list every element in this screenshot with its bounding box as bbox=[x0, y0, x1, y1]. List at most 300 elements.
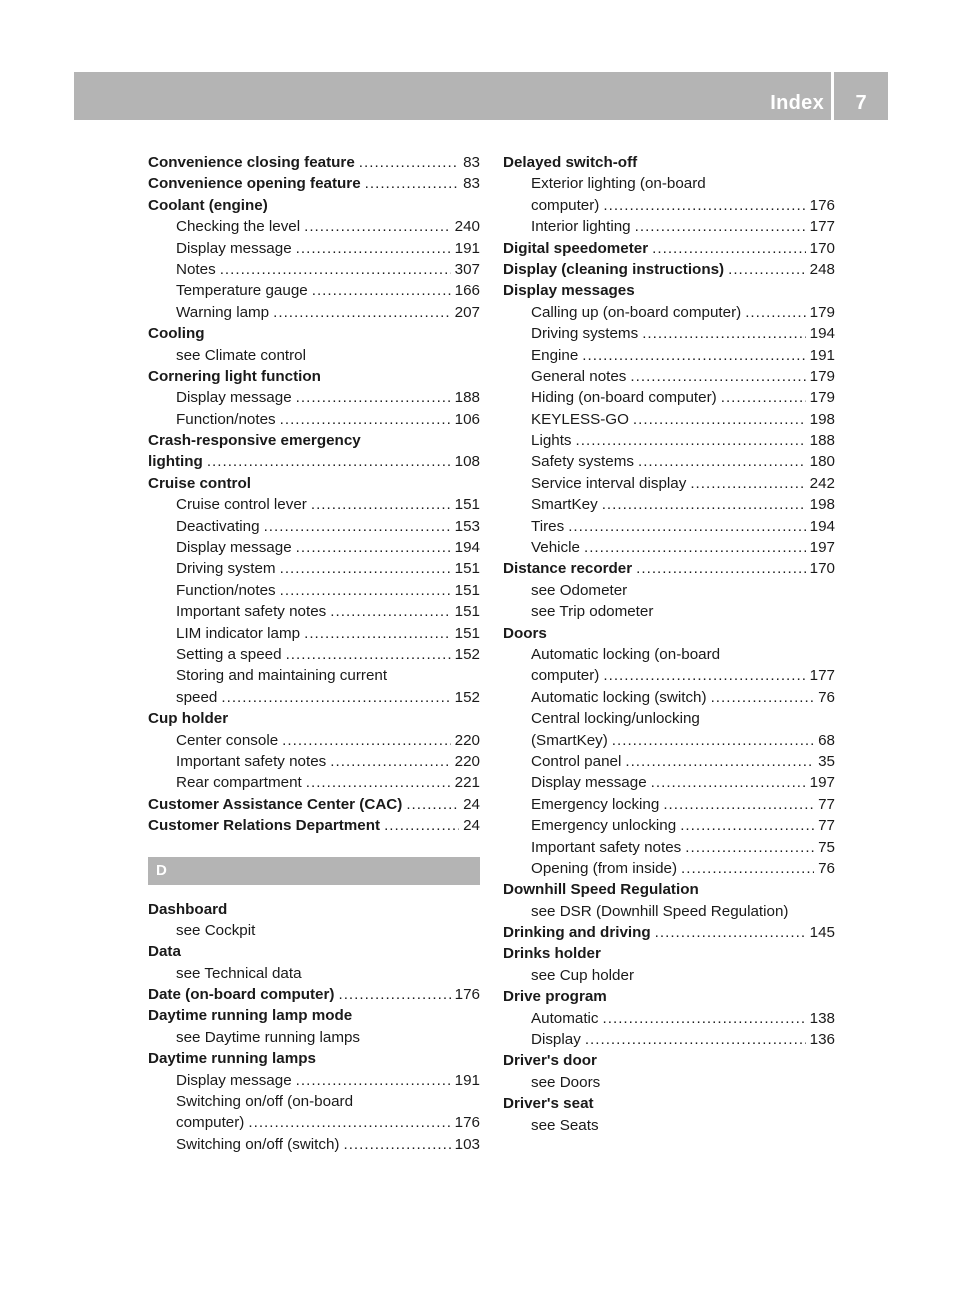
leader-dots bbox=[681, 858, 814, 879]
page-reference[interactable]: 77 bbox=[818, 817, 835, 835]
page-number: 7 bbox=[855, 92, 867, 114]
subentry-text: Vehicle bbox=[531, 539, 580, 557]
index-subentry[interactable] bbox=[148, 558, 480, 579]
page-reference[interactable]: 221 bbox=[454, 774, 480, 792]
index-subentry[interactable] bbox=[503, 387, 835, 408]
index-subentry[interactable] bbox=[503, 772, 835, 793]
index-subentry bbox=[503, 708, 835, 729]
index-subentry[interactable] bbox=[503, 1029, 835, 1050]
page-reference[interactable]: 151 bbox=[454, 560, 480, 578]
leader-dots bbox=[338, 984, 450, 1005]
entry-term: Doors bbox=[503, 624, 547, 642]
leader-dots bbox=[280, 409, 451, 430]
index-entry bbox=[148, 1005, 480, 1026]
index-entry[interactable] bbox=[148, 984, 480, 1005]
leader-dots bbox=[220, 259, 451, 280]
page-reference[interactable]: 76 bbox=[818, 859, 835, 877]
page-reference[interactable]: 75 bbox=[818, 838, 835, 856]
page-reference[interactable]: 176 bbox=[454, 1114, 480, 1132]
leader-dots bbox=[296, 1070, 451, 1091]
entry-term: Cooling bbox=[148, 325, 205, 343]
page-reference[interactable]: 220 bbox=[454, 752, 480, 770]
index-subentry bbox=[148, 665, 480, 686]
subentry-text: see Cockpit bbox=[176, 921, 256, 939]
subentry-text: General notes bbox=[531, 367, 627, 385]
index-subentry[interactable] bbox=[148, 302, 480, 323]
leader-dots bbox=[633, 409, 806, 430]
page-reference[interactable]: 176 bbox=[809, 196, 835, 214]
subentry-text: Temperature gauge bbox=[176, 282, 308, 300]
leader-dots bbox=[603, 665, 805, 686]
index-entry bbox=[148, 323, 480, 344]
index-subentry[interactable] bbox=[148, 516, 480, 537]
page-reference[interactable]: 35 bbox=[818, 752, 835, 770]
page-reference[interactable]: 207 bbox=[454, 303, 480, 321]
entry-term: Daytime running lamp mode bbox=[148, 1007, 353, 1025]
subentry-text: Display message bbox=[176, 239, 292, 257]
index-subentry bbox=[503, 1072, 835, 1093]
subentry-text: computer) bbox=[531, 667, 600, 685]
index-entry bbox=[503, 623, 835, 644]
index-entry bbox=[148, 899, 480, 920]
leader-dots bbox=[745, 302, 805, 323]
subentry-text: Interior lighting bbox=[531, 218, 631, 236]
index-entry bbox=[503, 280, 835, 301]
page-reference[interactable]: 24 bbox=[463, 817, 480, 835]
subentry-text: see DSR (Downhill Speed Regulation) bbox=[531, 902, 789, 920]
index-subentry bbox=[503, 965, 835, 986]
index-subentry[interactable] bbox=[148, 751, 480, 772]
entry-term: Cup holder bbox=[148, 710, 229, 728]
index-entry bbox=[148, 430, 480, 451]
subentry-text: Function/notes bbox=[176, 410, 276, 428]
index-entry bbox=[503, 943, 835, 964]
leader-dots bbox=[680, 815, 814, 836]
subentry-text: Emergency locking bbox=[531, 795, 660, 813]
leader-dots bbox=[642, 323, 805, 344]
index-subentry bbox=[148, 1091, 480, 1112]
index-entry[interactable] bbox=[148, 815, 480, 836]
leader-dots bbox=[636, 558, 806, 579]
page-reference[interactable]: 138 bbox=[809, 1009, 835, 1027]
index-subentry[interactable] bbox=[503, 687, 835, 708]
page-reference[interactable]: 152 bbox=[454, 645, 480, 663]
subentry-text: (SmartKey) bbox=[531, 731, 608, 749]
index-subentry[interactable] bbox=[148, 1112, 480, 1133]
leader-dots bbox=[282, 730, 451, 751]
subentry-text: Automatic bbox=[531, 1009, 599, 1027]
entry-term: Convenience closing feature bbox=[148, 154, 355, 171]
index-entry[interactable] bbox=[148, 451, 480, 472]
section-letter-header: D bbox=[148, 857, 480, 885]
index-entry bbox=[503, 879, 835, 900]
subentry-text: Warning lamp bbox=[176, 303, 270, 321]
subentry-text: Display message bbox=[531, 774, 647, 792]
index-entry[interactable] bbox=[503, 922, 835, 943]
page-reference[interactable]: 77 bbox=[818, 795, 835, 813]
page-reference[interactable]: 197 bbox=[809, 539, 835, 557]
subentry-text: Engine bbox=[531, 346, 579, 364]
leader-dots bbox=[721, 387, 806, 408]
page-reference[interactable]: 83 bbox=[463, 175, 480, 193]
entry-term: Driver's seat bbox=[503, 1095, 594, 1113]
index-subentry[interactable] bbox=[148, 687, 480, 708]
leader-dots bbox=[663, 794, 814, 815]
subentry-text: Central locking/unlocking bbox=[531, 710, 700, 728]
entry-term: Display messages bbox=[503, 282, 635, 300]
subentry-text: Display message bbox=[176, 389, 292, 407]
leader-dots bbox=[207, 451, 451, 472]
leader-dots bbox=[359, 152, 459, 173]
subentry-text: Checking the level bbox=[176, 218, 301, 236]
index-subentry[interactable] bbox=[503, 815, 835, 836]
page-reference[interactable]: 240 bbox=[454, 218, 480, 236]
page-reference[interactable]: 191 bbox=[454, 239, 480, 257]
index-subentry[interactable] bbox=[503, 516, 835, 537]
leader-dots bbox=[304, 216, 451, 237]
page-reference[interactable]: 179 bbox=[809, 303, 835, 321]
page-reference[interactable]: 197 bbox=[809, 774, 835, 792]
index-subentry[interactable] bbox=[503, 302, 835, 323]
leader-dots bbox=[365, 173, 459, 194]
leader-dots bbox=[330, 601, 450, 622]
leader-dots bbox=[651, 772, 806, 793]
subentry-text: Display bbox=[531, 1031, 581, 1049]
subentry-text: LIM indicator lamp bbox=[176, 624, 301, 642]
index-subentry[interactable] bbox=[148, 623, 480, 644]
index-entry bbox=[148, 366, 480, 387]
page-reference[interactable]: 136 bbox=[809, 1031, 835, 1049]
entry-term: Delayed switch-off bbox=[503, 154, 638, 171]
page-reference[interactable]: 170 bbox=[809, 560, 835, 578]
index-subentry bbox=[503, 173, 835, 194]
index-subentry bbox=[503, 901, 835, 922]
page-reference[interactable]: 198 bbox=[809, 496, 835, 514]
index-subentry[interactable] bbox=[503, 195, 835, 216]
index-subentry[interactable] bbox=[503, 366, 835, 387]
index-subentry[interactable] bbox=[503, 858, 835, 879]
index-subentry bbox=[148, 920, 480, 941]
index-column-right bbox=[503, 152, 835, 1136]
leader-dots bbox=[384, 815, 459, 836]
leader-dots bbox=[248, 1112, 450, 1133]
index-subentry[interactable] bbox=[148, 1134, 480, 1155]
index-subentry bbox=[503, 644, 835, 665]
index-entry bbox=[148, 941, 480, 962]
subentry-text: Emergency unlocking bbox=[531, 817, 677, 835]
index-subentry[interactable] bbox=[148, 280, 480, 301]
index-subentry bbox=[148, 963, 480, 984]
page-reference[interactable]: 188 bbox=[809, 432, 835, 450]
subentry-text: Center console bbox=[176, 731, 279, 749]
header-title: Index bbox=[770, 92, 824, 114]
subentry-text: Hiding (on-board computer) bbox=[531, 389, 717, 407]
index-subentry bbox=[503, 601, 835, 622]
leader-dots bbox=[638, 451, 806, 472]
subentry-text: Important safety notes bbox=[176, 603, 327, 621]
index-subentry[interactable] bbox=[503, 473, 835, 494]
subentry-text: Important safety notes bbox=[531, 838, 682, 856]
page-reference[interactable]: 76 bbox=[818, 688, 835, 706]
index-entry bbox=[148, 195, 480, 216]
page-header bbox=[74, 72, 888, 120]
subentry-text: Exterior lighting (on-board bbox=[531, 175, 706, 193]
subentry-text: Rear compartment bbox=[176, 774, 302, 792]
index-subentry[interactable] bbox=[148, 537, 480, 558]
entry-term: Cornering light function bbox=[148, 367, 321, 385]
entry-term: Digital speedometer bbox=[503, 239, 649, 257]
page-reference[interactable]: 198 bbox=[809, 410, 835, 428]
leader-dots bbox=[582, 345, 805, 366]
entry-term: Distance recorder bbox=[503, 560, 633, 578]
subentry-text: Deactivating bbox=[176, 517, 260, 535]
entry-term: Display (cleaning instructions) bbox=[503, 260, 725, 278]
subentry-text: Control panel bbox=[531, 752, 622, 770]
subentry-text: speed bbox=[176, 688, 218, 706]
index-entry bbox=[148, 1048, 480, 1069]
subentry-text: see Technical data bbox=[176, 964, 302, 982]
index-subentry[interactable] bbox=[503, 430, 835, 451]
index-entry[interactable] bbox=[148, 152, 480, 173]
page-reference[interactable]: 179 bbox=[809, 367, 835, 385]
entry-term: Drinking and driving bbox=[503, 924, 651, 942]
leader-dots bbox=[603, 1008, 806, 1029]
leader-dots bbox=[296, 537, 451, 558]
index-subentry[interactable] bbox=[503, 751, 835, 772]
index-subentry[interactable] bbox=[148, 644, 480, 665]
subentry-text: see Seats bbox=[531, 1116, 599, 1134]
entry-term: Driver's door bbox=[503, 1052, 597, 1070]
leader-dots bbox=[330, 751, 450, 772]
index-subentry[interactable] bbox=[148, 238, 480, 259]
entry-term: Daytime running lamps bbox=[148, 1050, 316, 1068]
page-reference[interactable]: 166 bbox=[454, 282, 480, 300]
page-reference[interactable]: 68 bbox=[818, 731, 835, 749]
leader-dots bbox=[612, 730, 814, 751]
leader-dots bbox=[280, 558, 451, 579]
leader-dots bbox=[312, 280, 451, 301]
index-subentry[interactable] bbox=[503, 665, 835, 686]
leader-dots bbox=[264, 516, 451, 537]
subentry-text: Automatic locking (switch) bbox=[531, 688, 707, 706]
leader-dots bbox=[221, 687, 450, 708]
index-entry[interactable] bbox=[503, 259, 835, 280]
page-reference[interactable]: 170 bbox=[809, 239, 835, 257]
page-reference[interactable]: 248 bbox=[809, 260, 835, 278]
page-reference[interactable]: 24 bbox=[463, 795, 480, 813]
index-subentry[interactable] bbox=[148, 409, 480, 430]
entry-term: Customer Relations Department bbox=[148, 817, 381, 835]
index-entry bbox=[503, 986, 835, 1007]
index-subentry[interactable] bbox=[148, 216, 480, 237]
index-subentry[interactable] bbox=[503, 1008, 835, 1029]
subentry-text: see Daytime running lamps bbox=[176, 1028, 361, 1046]
subentry-text: Notes bbox=[176, 260, 216, 278]
leader-dots bbox=[690, 473, 805, 494]
subentry-text: Opening (from inside) bbox=[531, 859, 678, 877]
index-entry[interactable] bbox=[503, 238, 835, 259]
entry-term: lighting bbox=[148, 453, 203, 471]
page-reference[interactable]: 194 bbox=[809, 325, 835, 343]
page-reference[interactable]: 83 bbox=[463, 154, 480, 171]
subentry-text: see Cup holder bbox=[531, 966, 635, 984]
index-subentry[interactable] bbox=[503, 494, 835, 515]
entry-term: Cruise control bbox=[148, 474, 251, 492]
leader-dots bbox=[685, 837, 814, 858]
index-subentry[interactable] bbox=[503, 537, 835, 558]
subentry-text: see Odometer bbox=[531, 581, 628, 599]
leader-dots bbox=[304, 623, 451, 644]
entry-term: Coolant (engine) bbox=[148, 196, 268, 214]
index-entry[interactable] bbox=[148, 794, 480, 815]
index-entry bbox=[148, 473, 480, 494]
subentry-text: Cruise control lever bbox=[176, 496, 307, 514]
subentry-text: Important safety notes bbox=[176, 752, 327, 770]
page-reference[interactable]: 179 bbox=[809, 389, 835, 407]
index-subentry[interactable] bbox=[503, 451, 835, 472]
index-entry[interactable] bbox=[503, 558, 835, 579]
subentry-text: Lights bbox=[531, 432, 572, 450]
leader-dots bbox=[635, 216, 806, 237]
leader-dots bbox=[602, 494, 806, 515]
index-subentry[interactable] bbox=[503, 345, 835, 366]
page-reference[interactable]: 151 bbox=[454, 581, 480, 599]
page-reference[interactable]: 152 bbox=[454, 688, 480, 706]
index-entry bbox=[503, 152, 835, 173]
index-subentry bbox=[503, 1115, 835, 1136]
index-subentry[interactable] bbox=[148, 730, 480, 751]
index-subentry bbox=[503, 580, 835, 601]
page-reference[interactable]: 177 bbox=[809, 218, 835, 236]
leader-dots bbox=[585, 1029, 806, 1050]
subentry-text: see Trip odometer bbox=[531, 603, 654, 621]
index-subentry bbox=[148, 345, 480, 366]
page-reference[interactable]: 108 bbox=[454, 453, 480, 471]
page-reference[interactable]: 151 bbox=[454, 603, 480, 621]
subentry-text: Driving system bbox=[176, 560, 276, 578]
page-reference[interactable]: 177 bbox=[809, 667, 835, 685]
subentry-text: Storing and maintaining current bbox=[176, 667, 388, 685]
subentry-text: Calling up (on-board computer) bbox=[531, 303, 742, 321]
leader-dots bbox=[296, 387, 451, 408]
index-subentry[interactable] bbox=[148, 259, 480, 280]
page-reference[interactable]: 194 bbox=[454, 539, 480, 557]
page-reference[interactable]: 151 bbox=[454, 496, 480, 514]
subentry-text: Safety systems bbox=[531, 453, 634, 471]
subentry-text: Function/notes bbox=[176, 581, 276, 599]
subentry-text: see Climate control bbox=[176, 346, 306, 364]
leader-dots bbox=[584, 537, 806, 558]
leader-dots bbox=[728, 259, 806, 280]
page-reference[interactable]: 188 bbox=[454, 389, 480, 407]
leader-dots bbox=[296, 238, 451, 259]
leader-dots bbox=[568, 516, 805, 537]
page-reference[interactable]: 191 bbox=[454, 1071, 480, 1089]
page-reference[interactable]: 220 bbox=[454, 731, 480, 749]
subentry-text: Setting a speed bbox=[176, 645, 282, 663]
index-subentry[interactable] bbox=[503, 730, 835, 751]
index-subentry[interactable] bbox=[503, 216, 835, 237]
leader-dots bbox=[280, 580, 451, 601]
entry-term: Downhill Speed Regulation bbox=[503, 881, 699, 899]
leader-dots bbox=[652, 238, 805, 259]
subentry-text: Display message bbox=[176, 1071, 292, 1089]
index-subentry[interactable] bbox=[148, 772, 480, 793]
subentry-text: Switching on/off (switch) bbox=[176, 1135, 340, 1153]
leader-dots bbox=[711, 687, 815, 708]
index-subentry[interactable] bbox=[148, 601, 480, 622]
leader-dots bbox=[306, 772, 451, 793]
leader-dots bbox=[343, 1134, 450, 1155]
entry-term: Data bbox=[148, 943, 181, 961]
page-reference[interactable]: 151 bbox=[454, 624, 480, 642]
entry-term: Dashboard bbox=[148, 900, 228, 918]
entry-term: Drive program bbox=[503, 988, 607, 1006]
leader-dots bbox=[630, 366, 805, 387]
index-entry bbox=[503, 1050, 835, 1071]
page-reference[interactable]: 103 bbox=[454, 1135, 480, 1153]
index-entry bbox=[148, 708, 480, 729]
index-subentry[interactable] bbox=[503, 837, 835, 858]
page-reference[interactable]: 242 bbox=[809, 474, 835, 492]
index-subentry[interactable] bbox=[148, 387, 480, 408]
index-subentry[interactable] bbox=[148, 494, 480, 515]
page-reference[interactable]: 176 bbox=[454, 986, 480, 1004]
subentry-text: Tires bbox=[531, 517, 565, 535]
index-subentry[interactable] bbox=[148, 1070, 480, 1091]
subentry-text: SmartKey bbox=[531, 496, 598, 514]
subentry-text: Driving systems bbox=[531, 325, 639, 343]
index-subentry[interactable] bbox=[503, 323, 835, 344]
subentry-text: see Doors bbox=[531, 1073, 601, 1091]
leader-dots bbox=[311, 494, 451, 515]
page-reference[interactable]: 153 bbox=[454, 517, 480, 535]
index-entry[interactable] bbox=[148, 173, 480, 194]
entry-term: Customer Assistance Center (CAC) bbox=[148, 795, 403, 813]
leader-dots bbox=[655, 922, 806, 943]
subentry-text: computer) bbox=[531, 196, 600, 214]
entry-term: Convenience opening feature bbox=[148, 175, 361, 193]
leader-dots bbox=[273, 302, 451, 323]
leader-dots bbox=[286, 644, 451, 665]
entry-term: Crash-responsive emergency bbox=[148, 432, 361, 450]
index-subentry bbox=[148, 1027, 480, 1048]
page-reference[interactable]: 106 bbox=[454, 410, 480, 428]
page-reference[interactable]: 191 bbox=[809, 346, 835, 364]
leader-dots bbox=[406, 794, 459, 815]
index-subentry[interactable] bbox=[503, 409, 835, 430]
entry-term: Date (on-board computer) bbox=[148, 986, 335, 1004]
subentry-text: Switching on/off (on-board bbox=[176, 1093, 354, 1111]
page-reference[interactable]: 307 bbox=[454, 260, 480, 278]
subentry-text: Automatic locking (on-board bbox=[531, 645, 721, 663]
subentry-text: Display message bbox=[176, 539, 292, 557]
leader-dots bbox=[625, 751, 814, 772]
page-reference[interactable]: 180 bbox=[809, 453, 835, 471]
index-subentry[interactable] bbox=[148, 580, 480, 601]
leader-dots bbox=[576, 430, 806, 451]
page-reference[interactable]: 145 bbox=[809, 924, 835, 942]
entry-term: Drinks holder bbox=[503, 945, 601, 963]
subentry-text: Service interval display bbox=[531, 474, 687, 492]
index-subentry[interactable] bbox=[503, 794, 835, 815]
index-entry bbox=[503, 1093, 835, 1114]
page-reference[interactable]: 194 bbox=[809, 517, 835, 535]
subentry-text: computer) bbox=[176, 1114, 245, 1132]
subentry-text: KEYLESS-GO bbox=[531, 410, 629, 428]
leader-dots bbox=[603, 195, 805, 216]
index-column-left bbox=[148, 152, 480, 1155]
